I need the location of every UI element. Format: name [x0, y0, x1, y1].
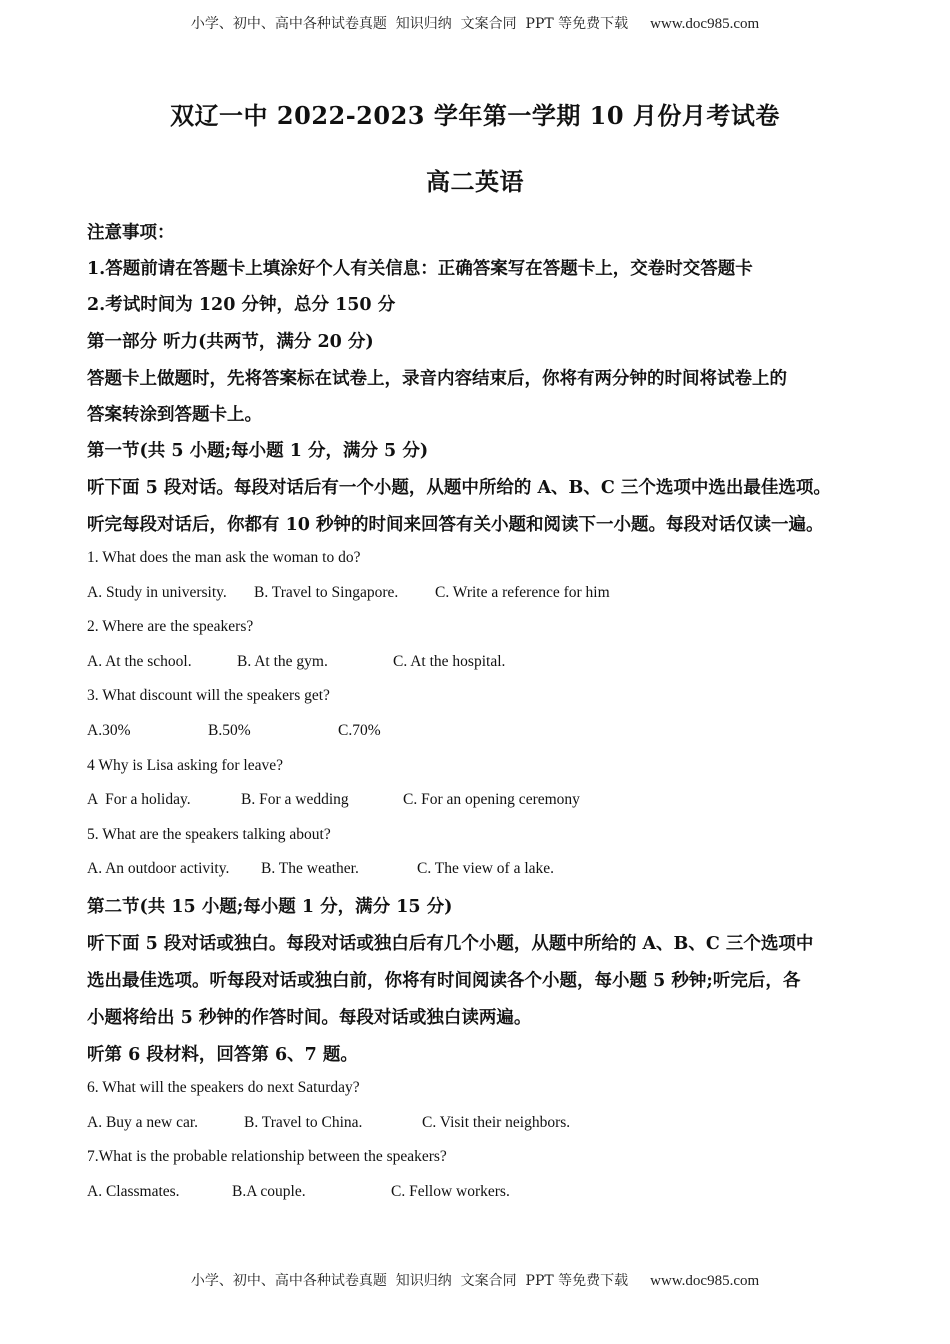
section2-instruction-3: 小题将给出 5 秒钟的作答时间。每段对话或独白读两遍。 — [87, 1008, 532, 1028]
question-7-option-a[interactable]: A. Classmates. — [87, 1183, 180, 1200]
question-1: 1. What does the man ask the woman to do? — [87, 549, 361, 566]
footer-text: 小学、初中、高中各种试卷真题 知识归纳 文案合同 PPT 等免费下载 — [190, 1273, 629, 1289]
material-6-instruction: 听第 6 段材料，回答第 6、7 题。 — [87, 1045, 358, 1065]
page-footer — [0, 1270, 950, 1290]
question-3: 3. What discount will the speakers get? — [87, 687, 330, 704]
question-7-option-c[interactable]: C. Fellow workers. — [391, 1183, 510, 1200]
question-4-option-c[interactable]: C. For an opening ceremony — [403, 791, 580, 808]
section2-instruction-2: 选出最佳选项。听每段对话或独白前，你将有时间阅读各个小题，每小题 5 秒钟;听完后，各 — [87, 971, 801, 991]
part1-instruction-1: 答题卡上做题时，先将答案标在试卷上，录音内容结束后，你将有两分钟的时间将试卷上的 — [87, 369, 787, 389]
question-5-option-c[interactable]: C. The view of a lake. — [417, 860, 555, 877]
question-4: 4 Why is Lisa asking for leave? — [87, 757, 283, 774]
section2-heading: 第二节(共 15 小题;每小题 1 分，满分 15 分) — [87, 897, 453, 917]
notes-item-1: 1.答题前请在答题卡上填涂好个人有关信息：正确答案写在答题卡上，交卷时交答题卡 — [87, 259, 753, 279]
question-3-option-a[interactable]: A.30% — [87, 722, 131, 739]
question-3-option-c[interactable]: C.70% — [338, 722, 381, 739]
question-4-option-b[interactable]: B. For a wedding — [241, 791, 349, 808]
question-6-option-a[interactable]: A. Buy a new car. — [87, 1114, 199, 1131]
question-5-option-b[interactable]: B. The weather. — [261, 860, 359, 877]
question-5: 5. What are the speakers talking about? — [87, 826, 331, 843]
question-3-option-b[interactable]: B.50% — [208, 722, 251, 739]
question-7-option-b[interactable]: B.A couple. — [232, 1183, 306, 1200]
exam-title: 双辽一中 2022-2023 学年第一学期 10 月份月考试卷 — [170, 101, 780, 130]
question-2: 2. Where are the speakers? — [87, 618, 254, 635]
footer-site-link[interactable]: www.doc985.com — [650, 1273, 760, 1289]
section1-instruction-2: 听完每段对话后，你都有 10 秒钟的时间来回答有关小题和阅读下一小题。每段对话仅读一遍。 — [87, 515, 824, 535]
section2-instruction-1: 听下面 5 段对话或独白。每段对话或独白后有几个小题，从题中所给的 A、B、C 三个选项中 — [87, 934, 814, 954]
part1-instruction-2: 答案转涂到答题卡上。 — [87, 405, 262, 425]
question-5-option-a[interactable]: A. An outdoor activity. — [87, 860, 230, 877]
question-7: 7.What is the probable relationship between the speakers? — [87, 1148, 447, 1165]
question-6-option-b[interactable]: B. Travel to China. — [244, 1114, 363, 1131]
question-4-option-a[interactable]: A For a holiday. — [87, 791, 191, 808]
notes-item-2: 2.考试时间为 120 分钟，总分 150 分 — [87, 295, 396, 315]
question-1-option-b[interactable]: B. Travel to Singapore. — [254, 584, 399, 601]
question-6-option-c[interactable]: C. Visit their neighbors. — [422, 1114, 571, 1131]
question-2-option-b[interactable]: B. At the gym. — [237, 653, 328, 670]
section1-instruction-1: 听下面 5 段对话。每段对话后有一个小题，从题中所给的 A、B、C 三个选项中选出最佳选项。 — [87, 478, 831, 498]
question-1-option-a[interactable]: A. Study in university. — [87, 584, 227, 601]
header-text: 小学、初中、高中各种试卷真题 知识归纳 文案合同 PPT 等免费下载 — [190, 16, 629, 32]
section1-heading: 第一节(共 5 小题;每小题 1 分，满分 5 分) — [87, 441, 429, 461]
notes-heading: 注意事项： — [87, 223, 175, 243]
question-2-option-a[interactable]: A. At the school. — [87, 653, 192, 670]
header-site-link[interactable]: www.doc985.com — [650, 16, 760, 32]
exam-subtitle: 高二英语 — [426, 167, 524, 196]
part1-heading: 第一部分 听力(共两节，满分 20 分) — [87, 332, 374, 352]
question-2-option-c[interactable]: C. At the hospital. — [393, 653, 506, 670]
question-6: 6. What will the speakers do next Saturday? — [87, 1079, 360, 1096]
question-1-option-c[interactable]: C. Write a reference for him — [435, 584, 610, 601]
page-header — [0, 13, 950, 33]
